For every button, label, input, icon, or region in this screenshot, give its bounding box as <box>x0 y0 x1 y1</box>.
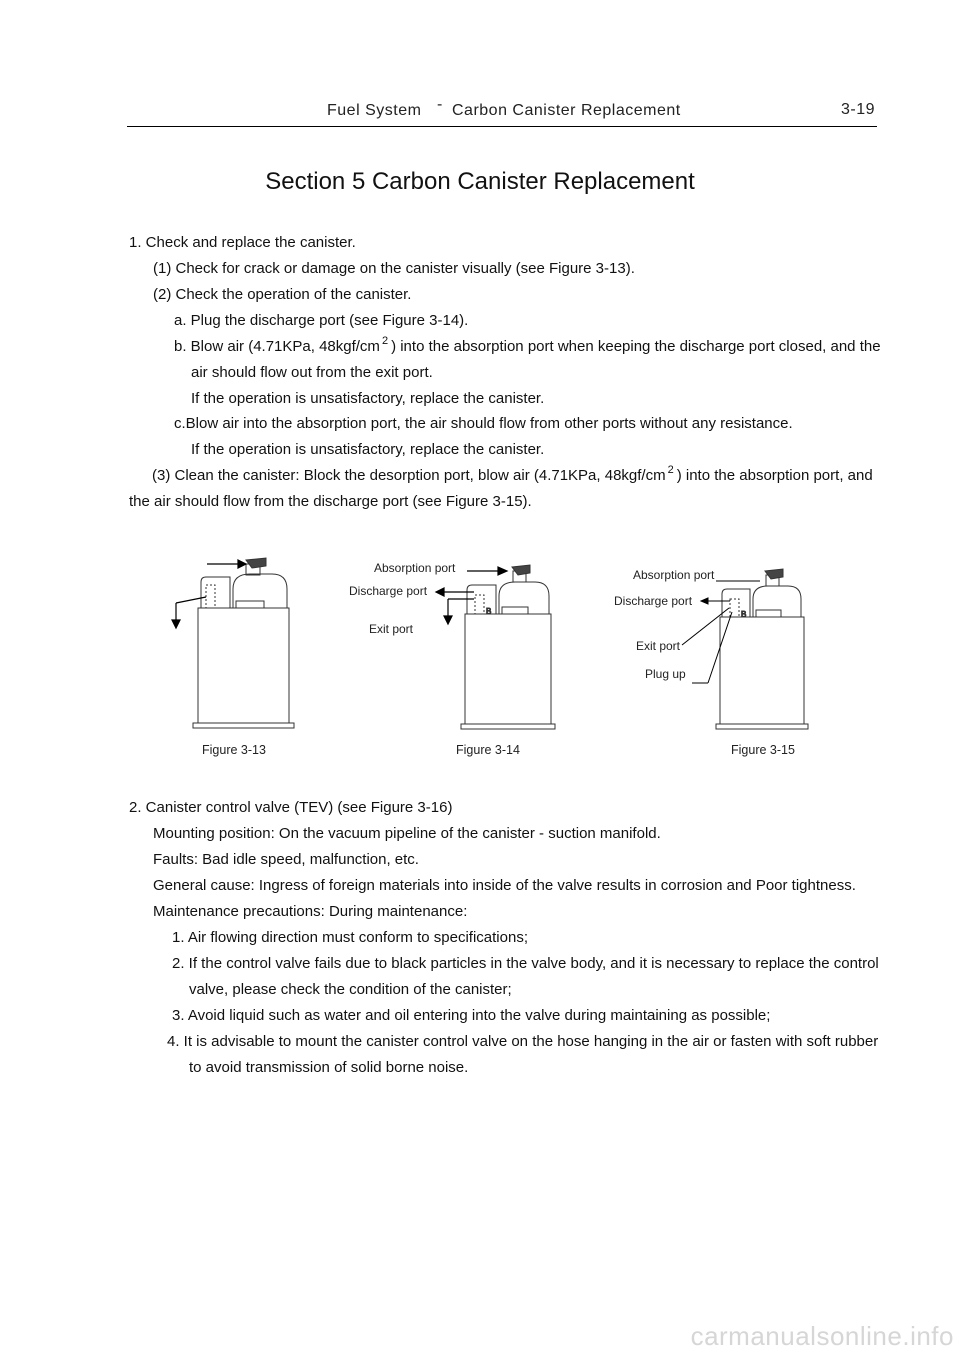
s1-line-10-sup: 2 <box>667 464 674 476</box>
caption-figure-3-13: Figure 3-13 <box>202 743 266 757</box>
flow-arrows <box>172 560 246 628</box>
s2-line-3: Faults: Bad idle speed, malfunction, etc. <box>153 851 419 868</box>
canister-right-dome <box>499 582 549 614</box>
s1-line-10b: ) into the absorption port, and <box>676 467 873 484</box>
canister-base <box>193 723 294 728</box>
s1-line-9: If the operation is unsatisfactory, replace the canister. <box>191 441 545 458</box>
s1-line-5a: b. Blow air (4.71KPa, 48kgf/cm <box>174 338 380 355</box>
watermark: carmanualsonline.info <box>690 1321 954 1351</box>
canister-body <box>720 617 804 724</box>
s1-line-5-sup: 2 <box>381 335 389 347</box>
header-chapter: Fuel System <box>327 102 422 119</box>
s1-line-10 <box>152 464 873 486</box>
s1-line-8: c.Blow air into the absorption port, the air should flow from other ports without any resistance. <box>174 415 793 432</box>
s1-line-3: (2) Check the operation of the canister. <box>153 286 412 303</box>
s1-line-11: the air should flow from the discharge port (see Figure 3-15). <box>129 493 532 510</box>
label-discharge-port: Discharge port <box>349 584 428 598</box>
canister-base <box>716 724 808 729</box>
label-exit-port: Exit port <box>369 622 414 636</box>
canister-collar <box>236 601 264 608</box>
canister-body <box>465 614 551 724</box>
caption-figure-3-14: Figure 3-14 <box>456 743 520 757</box>
label-discharge-port: Discharge port <box>614 594 693 608</box>
s1-line-10a: (3) Clean the canister: Block the desorption port, blow air (4.71KPa, 48kgf/cm <box>152 467 666 484</box>
s1-line-5b: ) into the absorption port when keeping the discharge port closed, and the <box>391 338 881 355</box>
page-header <box>0 0 960 130</box>
label-absorption-port: Absorption port <box>633 568 715 582</box>
label-absorption-port: Absorption port <box>374 561 456 575</box>
s2-line-2: Mounting position: On the vacuum pipeline of the canister - suction manifold. <box>153 825 661 842</box>
header-dash: - <box>437 96 443 113</box>
canister-right-dome <box>753 586 801 617</box>
nozzle-tip <box>512 565 530 575</box>
internal-passage <box>475 595 484 614</box>
part-letter: B <box>741 610 747 619</box>
label-exit-port: Exit port <box>636 639 681 653</box>
part-letter: B <box>486 607 492 616</box>
figure-3-15 <box>600 552 820 732</box>
s1-line-6: air should flow out from the exit port. <box>191 364 433 381</box>
page-number: 3-19 <box>841 101 876 118</box>
s2-line-8: valve, please check the condition of the canister; <box>189 981 512 998</box>
canister-base <box>461 724 555 729</box>
s2-line-5: Maintenance precautions: During maintenance: <box>153 903 468 920</box>
nozzle-tip <box>246 558 266 568</box>
nozzle-tip <box>765 569 783 579</box>
canister-body <box>198 608 289 723</box>
label-plug-up: Plug up <box>645 667 686 681</box>
s2-line-1: 2. Canister control valve (TEV) (see Figure 3-16) <box>129 799 453 816</box>
figure-3-14 <box>340 552 560 732</box>
figure-3-13 <box>160 552 300 732</box>
section-title: Section 5 Carbon Canister Replacement <box>265 168 695 195</box>
canister-collar <box>756 610 781 617</box>
s2-line-6: 1. Air flowing direction must conform to specifications; <box>172 929 528 946</box>
header-topic: Carbon Canister Replacement <box>452 102 681 119</box>
s2-line-10: 4. It is advisable to mount the canister control valve on the hose hanging in the air or fasten with soft rubber <box>167 1033 879 1050</box>
s2-line-4: General cause: Ingress of foreign materials into inside of the valve results in corrosion and Poor tightness. <box>153 877 856 894</box>
s2-line-11: to avoid transmission of solid borne noise. <box>189 1059 469 1076</box>
caption-figure-3-15: Figure 3-15 <box>731 743 795 757</box>
s1-line-5 <box>174 335 881 357</box>
s1-line-1: 1. Check and replace the canister. <box>129 234 356 251</box>
s2-line-7: 2. If the control valve fails due to black particles in the valve body, and it is necessary to replace the control <box>172 955 879 972</box>
s1-line-2: (1) Check for crack or damage on the canister visually (see Figure 3-13). <box>153 260 635 277</box>
s1-line-7: If the operation is unsatisfactory, replace the canister. <box>191 390 545 407</box>
header-rule <box>127 126 877 127</box>
leader-lines <box>682 581 760 683</box>
canister-collar <box>502 607 528 614</box>
s1-line-4: a. Plug the discharge port (see Figure 3-14). <box>174 312 469 329</box>
s2-line-9: 3. Avoid liquid such as water and oil entering into the valve during maintaining as possible; <box>172 1007 771 1024</box>
canister-right-dome <box>233 574 287 608</box>
internal-passage <box>206 585 215 608</box>
